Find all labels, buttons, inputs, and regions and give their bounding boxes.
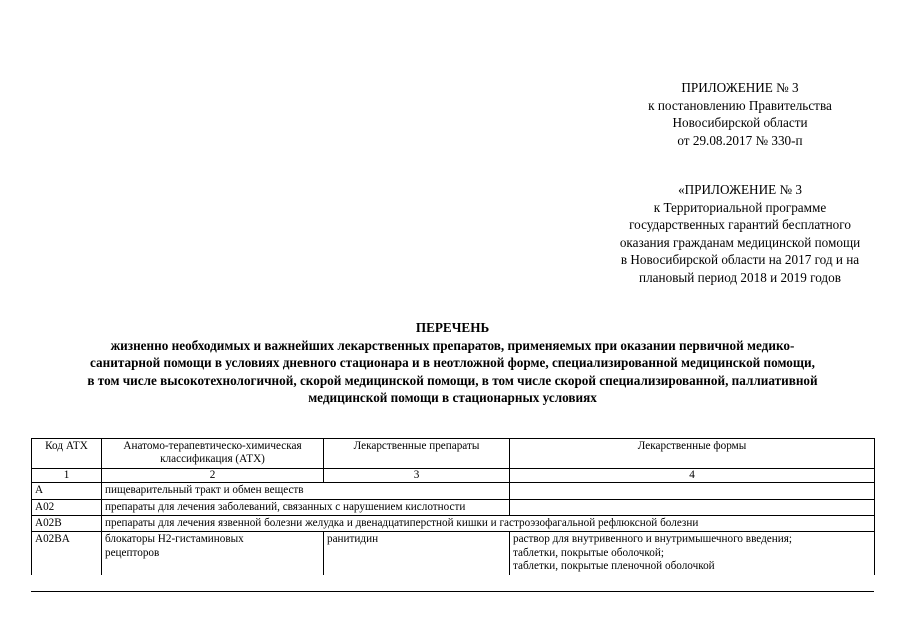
header-atc-code: Код АТХ [32,439,102,469]
drug-name: ранитидин [324,532,510,575]
table-row [32,532,875,575]
atc-class: препараты для лечения язвенной болезни желудка и двенадцатиперстной кишки и гастроэзофагальной рефлюксной болезни [102,516,875,532]
title-line: медицинской помощи в стационарных условиях [308,390,597,406]
table-row [32,499,875,515]
table-row [32,516,875,532]
attachment-line: от 29.08.2017 № 330-п [677,132,803,148]
column-number: 3 [324,468,510,482]
atc-code: A02 [32,499,102,515]
dosage-form: таблетки, покрытые оболочкой; [513,546,664,559]
dosage-forms [510,532,875,575]
title-line: в том числе высокотехнологичной, скорой медицинской помощи, в том числе скорой специализированной, паллиативной [87,372,818,388]
column-number: 2 [102,468,324,482]
column-number: 1 [32,468,102,482]
atc-code: A [32,483,102,499]
header-dosage-forms: Лекарственные формы [510,439,875,469]
title-heading: ПЕРЕЧЕНЬ [415,320,490,335]
attachment-line: оказания гражданам медицинской помощи [619,234,861,250]
title-line: санитарной помощи в условиях дневного стационара и в неотложной форме, специализированной медицинской помощи, [90,355,815,371]
drug-list-table [31,438,875,575]
attachment-line: государственных гарантий бесплатного [629,217,851,233]
table-bottom-rule [31,591,874,592]
dosage-form: таблетки, покрытые пленочной оболочкой [513,560,715,573]
document-title [20,319,885,407]
atc-code: A02B [32,516,102,532]
dosage-form [510,499,875,515]
table-row [32,483,875,499]
column-number-row [32,468,875,482]
title-line: жизненно необходимых и важнейших лекарственных препаратов, применяемых при оказании первичной медико- [110,337,795,353]
dosage-form [510,483,875,499]
dosage-form: раствор для внутривенного и внутримышечного введения; [513,533,793,546]
header-drugs: Лекарственные препараты [324,439,510,469]
attachment-line: к постановлению Правительства [648,97,832,113]
attachment-line: Новосибирской области [672,115,808,131]
header-atc-class: Анатомо-терапевтическо-химическая классификация (АТХ) [102,439,324,469]
atc-code: A02BA [32,532,102,575]
attachment-line: к Территориальной программе [653,199,827,215]
atc-class: пищеварительный тракт и обмен веществ [102,483,510,499]
attachment-header [600,79,880,149]
program-attachment-header [588,181,892,287]
table-header-row [32,439,875,469]
atc-class: блокаторы H2-гистаминовых рецепторов [102,532,324,575]
attachment-line: ПРИЛОЖЕНИЕ № 3 [681,80,799,95]
attachment-line: плановый период 2018 и 2019 годов [639,269,841,285]
column-number: 4 [510,468,875,482]
attachment-line: «ПРИЛОЖЕНИЕ № 3 [678,182,802,197]
atc-class: препараты для лечения заболеваний, связанных с нарушением кислотности [102,499,510,515]
attachment-line: в Новосибирской области на 2017 год и на [620,252,860,268]
